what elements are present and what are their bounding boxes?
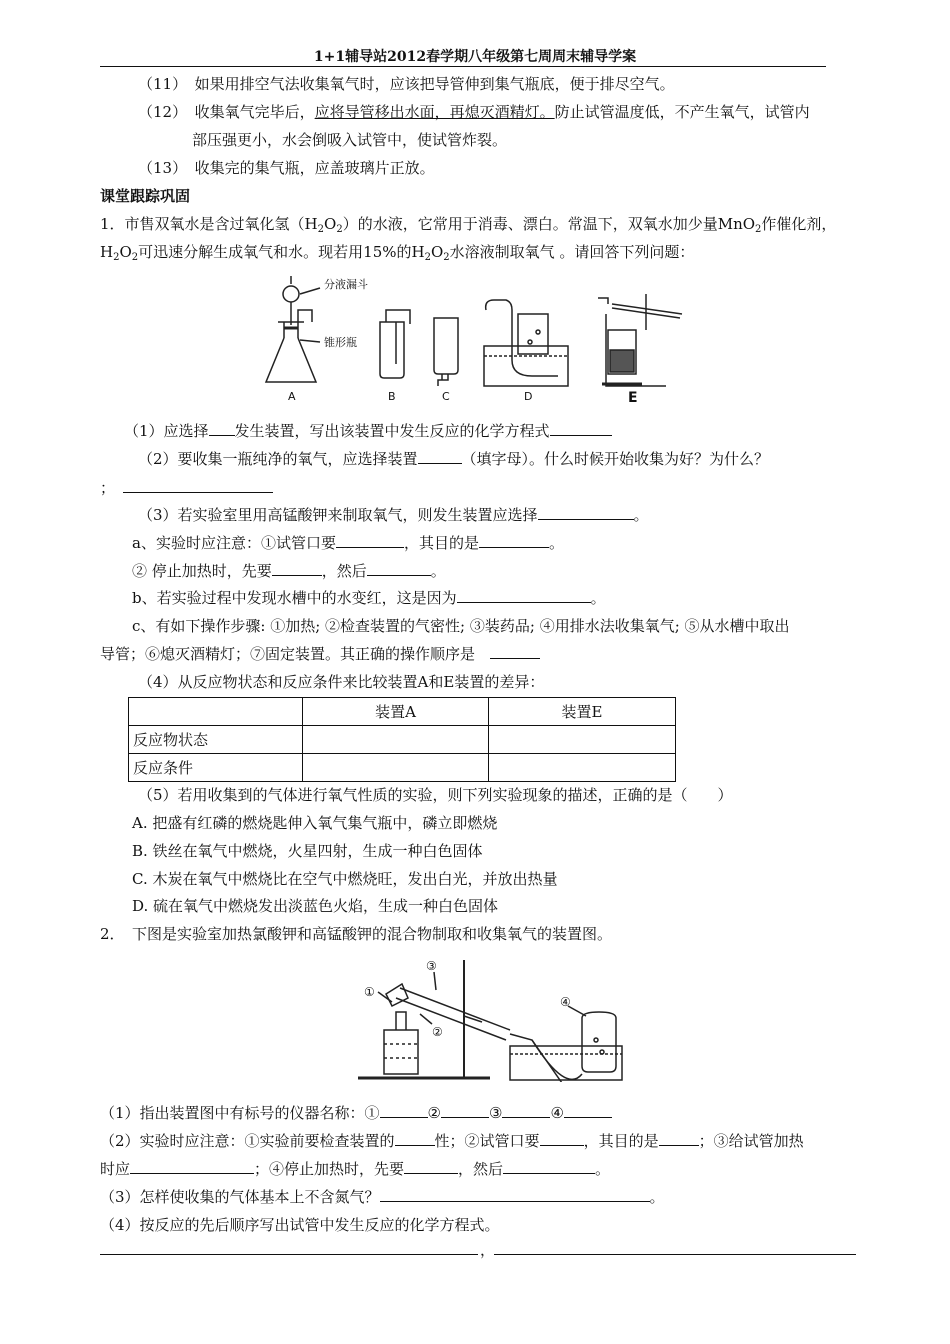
label-b: B bbox=[388, 390, 396, 403]
apparatus-figure-1 bbox=[262, 270, 702, 410]
table-row bbox=[129, 754, 676, 782]
label-circle-1: ① bbox=[364, 985, 375, 999]
table-cell: 反应物状态 bbox=[129, 726, 303, 754]
blank-q1-1a[interactable] bbox=[209, 421, 235, 436]
table-cell[interactable] bbox=[489, 754, 676, 782]
q1-part5: （5）若用收集到的气体进行氧气性质的实验，则下列实验现象的描述，正确的是（ ） bbox=[138, 786, 733, 804]
blank-q1-1b[interactable] bbox=[550, 421, 612, 436]
q1-part3c-line2: 导管；⑥熄灭酒精灯；⑦固定装置。其正确的操作顺序是 bbox=[100, 644, 540, 664]
blank-q1-3a1[interactable] bbox=[336, 533, 404, 548]
blank-q1-3a2[interactable] bbox=[479, 533, 549, 548]
blank-q2-2d[interactable] bbox=[130, 1159, 254, 1174]
q2-part2-line1: （2）实验时应注意：①实验前要检查装置的 性；②试管口要 ，其目的是 ；③给试管加热 bbox=[100, 1132, 804, 1150]
table-cell: 反应条件 bbox=[129, 754, 303, 782]
blank-q2-2b[interactable] bbox=[540, 1131, 584, 1146]
note-12-underlined: 应将导管移出水面，再熄灭酒精灯。 bbox=[314, 103, 555, 121]
label-circle-4: ④ bbox=[560, 995, 571, 1009]
blank-q2-1c[interactable] bbox=[502, 1103, 550, 1118]
label-circle-2: ② bbox=[432, 1025, 443, 1039]
option-d[interactable]: D. 硫在氧气中燃烧发出淡蓝色火焰，生成一种白色固体 bbox=[132, 897, 499, 915]
answer-line-1[interactable] bbox=[100, 1254, 478, 1255]
note-13: （13） 收集完的集气瓶，应盖玻璃片正放。 bbox=[138, 159, 435, 177]
blank-q2-2a[interactable] bbox=[395, 1131, 435, 1146]
blank-q2-2e[interactable] bbox=[404, 1159, 458, 1174]
page-header: 1+1辅导站2012春学期八年级第七周周末辅导学案 bbox=[313, 49, 637, 65]
q2-part1: （1）指出装置图中有标号的仪器名称：① ② ③ ④ bbox=[100, 1103, 612, 1123]
label-conical-flask: 锥形瓶 bbox=[324, 336, 357, 349]
blank-q2-1a[interactable] bbox=[380, 1103, 428, 1118]
table-header-row bbox=[129, 698, 676, 726]
q1-part3: （3）若实验室里用高锰酸钾来制取氧气，则发生装置应选择 。 bbox=[138, 506, 649, 524]
table-header-cell: 装置A bbox=[303, 698, 489, 726]
q1-part1: （1）应选择 发生装置，写出该装置中发生反应的化学方程式 bbox=[124, 421, 612, 441]
option-a[interactable]: A. 把盛有红磷的燃烧匙伸入氧气集气瓶中，磷立即燃烧 bbox=[132, 814, 498, 832]
label-a: A bbox=[288, 390, 296, 403]
table-cell[interactable] bbox=[303, 726, 489, 754]
label-circle-3: ③ bbox=[426, 959, 437, 973]
table-cell[interactable] bbox=[303, 754, 489, 782]
q2-part4: （4）按反应的先后顺序写出试管中发生反应的化学方程式。 bbox=[100, 1216, 500, 1234]
blank-q1-3a4[interactable] bbox=[367, 561, 431, 576]
blank-q1-3b[interactable] bbox=[457, 588, 591, 603]
note-12-line2: 部压强更小，水会倒吸入试管中，使试管炸裂。 bbox=[192, 131, 508, 149]
table-row bbox=[129, 726, 676, 754]
section-title: 课堂跟踪巩固 bbox=[100, 187, 191, 205]
option-c[interactable]: C. 木炭在氧气中燃烧比在空气中燃烧旺，发出白光，并放出热量 bbox=[132, 870, 558, 888]
q2-part3: （3）怎样使收集的气体基本上不含氮气？ 。 bbox=[100, 1188, 665, 1206]
label-c: C bbox=[442, 390, 450, 403]
answer-comma: ， bbox=[480, 1241, 496, 1259]
blank-q1-3a3[interactable] bbox=[272, 561, 322, 576]
note-11: （11） 如果用排空气法收集氧气时，应该把导管伸到集气瓶底，便于排尽空气。 bbox=[138, 75, 675, 93]
table-header-cell: 装置E bbox=[489, 698, 676, 726]
answer-line-2[interactable] bbox=[494, 1254, 856, 1255]
blank-q2-3[interactable] bbox=[380, 1187, 650, 1202]
table-header-cell bbox=[129, 698, 303, 726]
q1-part3c-line1: c、有如下操作步骤: ①加热; ②检查装置的气密性; ③装药品; ④用排水法收集氧气; ⑤从水槽中取出 bbox=[132, 617, 790, 635]
label-d: D bbox=[524, 390, 533, 403]
q1-part3b: b、若实验过程中发现水槽中的水变红，这是因为 。 bbox=[132, 589, 606, 607]
q1-intro-line1: 1．市售双氧水是含过氧化氢$(H_2O_2)$的水液，它常用于消毒、漂白。常温下，双氧水加少量MnO$_2$作催化剂， bbox=[100, 215, 837, 235]
q1-part3a: a、实验时应注意：①试管口要 ，其目的是 。 bbox=[132, 534, 564, 552]
blank-q2-2f[interactable] bbox=[503, 1159, 595, 1174]
comparison-table bbox=[128, 697, 676, 782]
label-separatory-funnel: 分液漏斗 bbox=[324, 278, 368, 291]
label-e: E bbox=[628, 390, 638, 406]
q1-part2: （2）要收集一瓶纯净的氧气，应选择装置 （填字母）。什么时候开始收集为好？为什么？ bbox=[138, 450, 770, 468]
blank-q1-2a[interactable] bbox=[418, 449, 462, 464]
blank-q1-2b[interactable] bbox=[123, 478, 273, 493]
header-rule bbox=[100, 66, 826, 67]
blank-q2-1b[interactable] bbox=[441, 1103, 489, 1118]
apparatus-figure-2 bbox=[356, 954, 632, 1082]
blank-q1-3c[interactable] bbox=[490, 644, 540, 659]
blank-q1-3[interactable] bbox=[538, 505, 634, 520]
option-b[interactable]: B. 铁丝在氧气中燃烧，火星四射，生成一种白色固体 bbox=[132, 842, 483, 860]
blank-q2-2c[interactable] bbox=[659, 1131, 699, 1146]
q1-part4: （4）从反应物状态和反应条件来比较装置A和E装置的差异： bbox=[138, 673, 545, 691]
table-cell[interactable] bbox=[489, 726, 676, 754]
blank-q2-1d[interactable] bbox=[564, 1103, 612, 1118]
q2-part2-line2: 时应 ；④停止加热时，先要 ，然后 。 bbox=[100, 1160, 611, 1178]
q2-intro: 2． 下图是实验室加热氯酸钾和高锰酸钾的混合物制取和收集氧气的装置图。 bbox=[100, 925, 613, 943]
q1-part2-answer: ； bbox=[100, 478, 273, 498]
q1-part3a-2: ② 停止加热时，先要 ，然后 。 bbox=[132, 562, 446, 580]
q1-intro-line2: $H_2O_2$可迅速分解生成氧气和水。现若用15%的$H_2O_2$水溶液制取氧气 。请回答下列问题： bbox=[100, 243, 695, 263]
note-12-line1: （12） 收集氧气完毕后，应将导管移出水面，再熄灭酒精灯。防止试管温度低，不产生氧气，试管内 bbox=[138, 103, 810, 121]
